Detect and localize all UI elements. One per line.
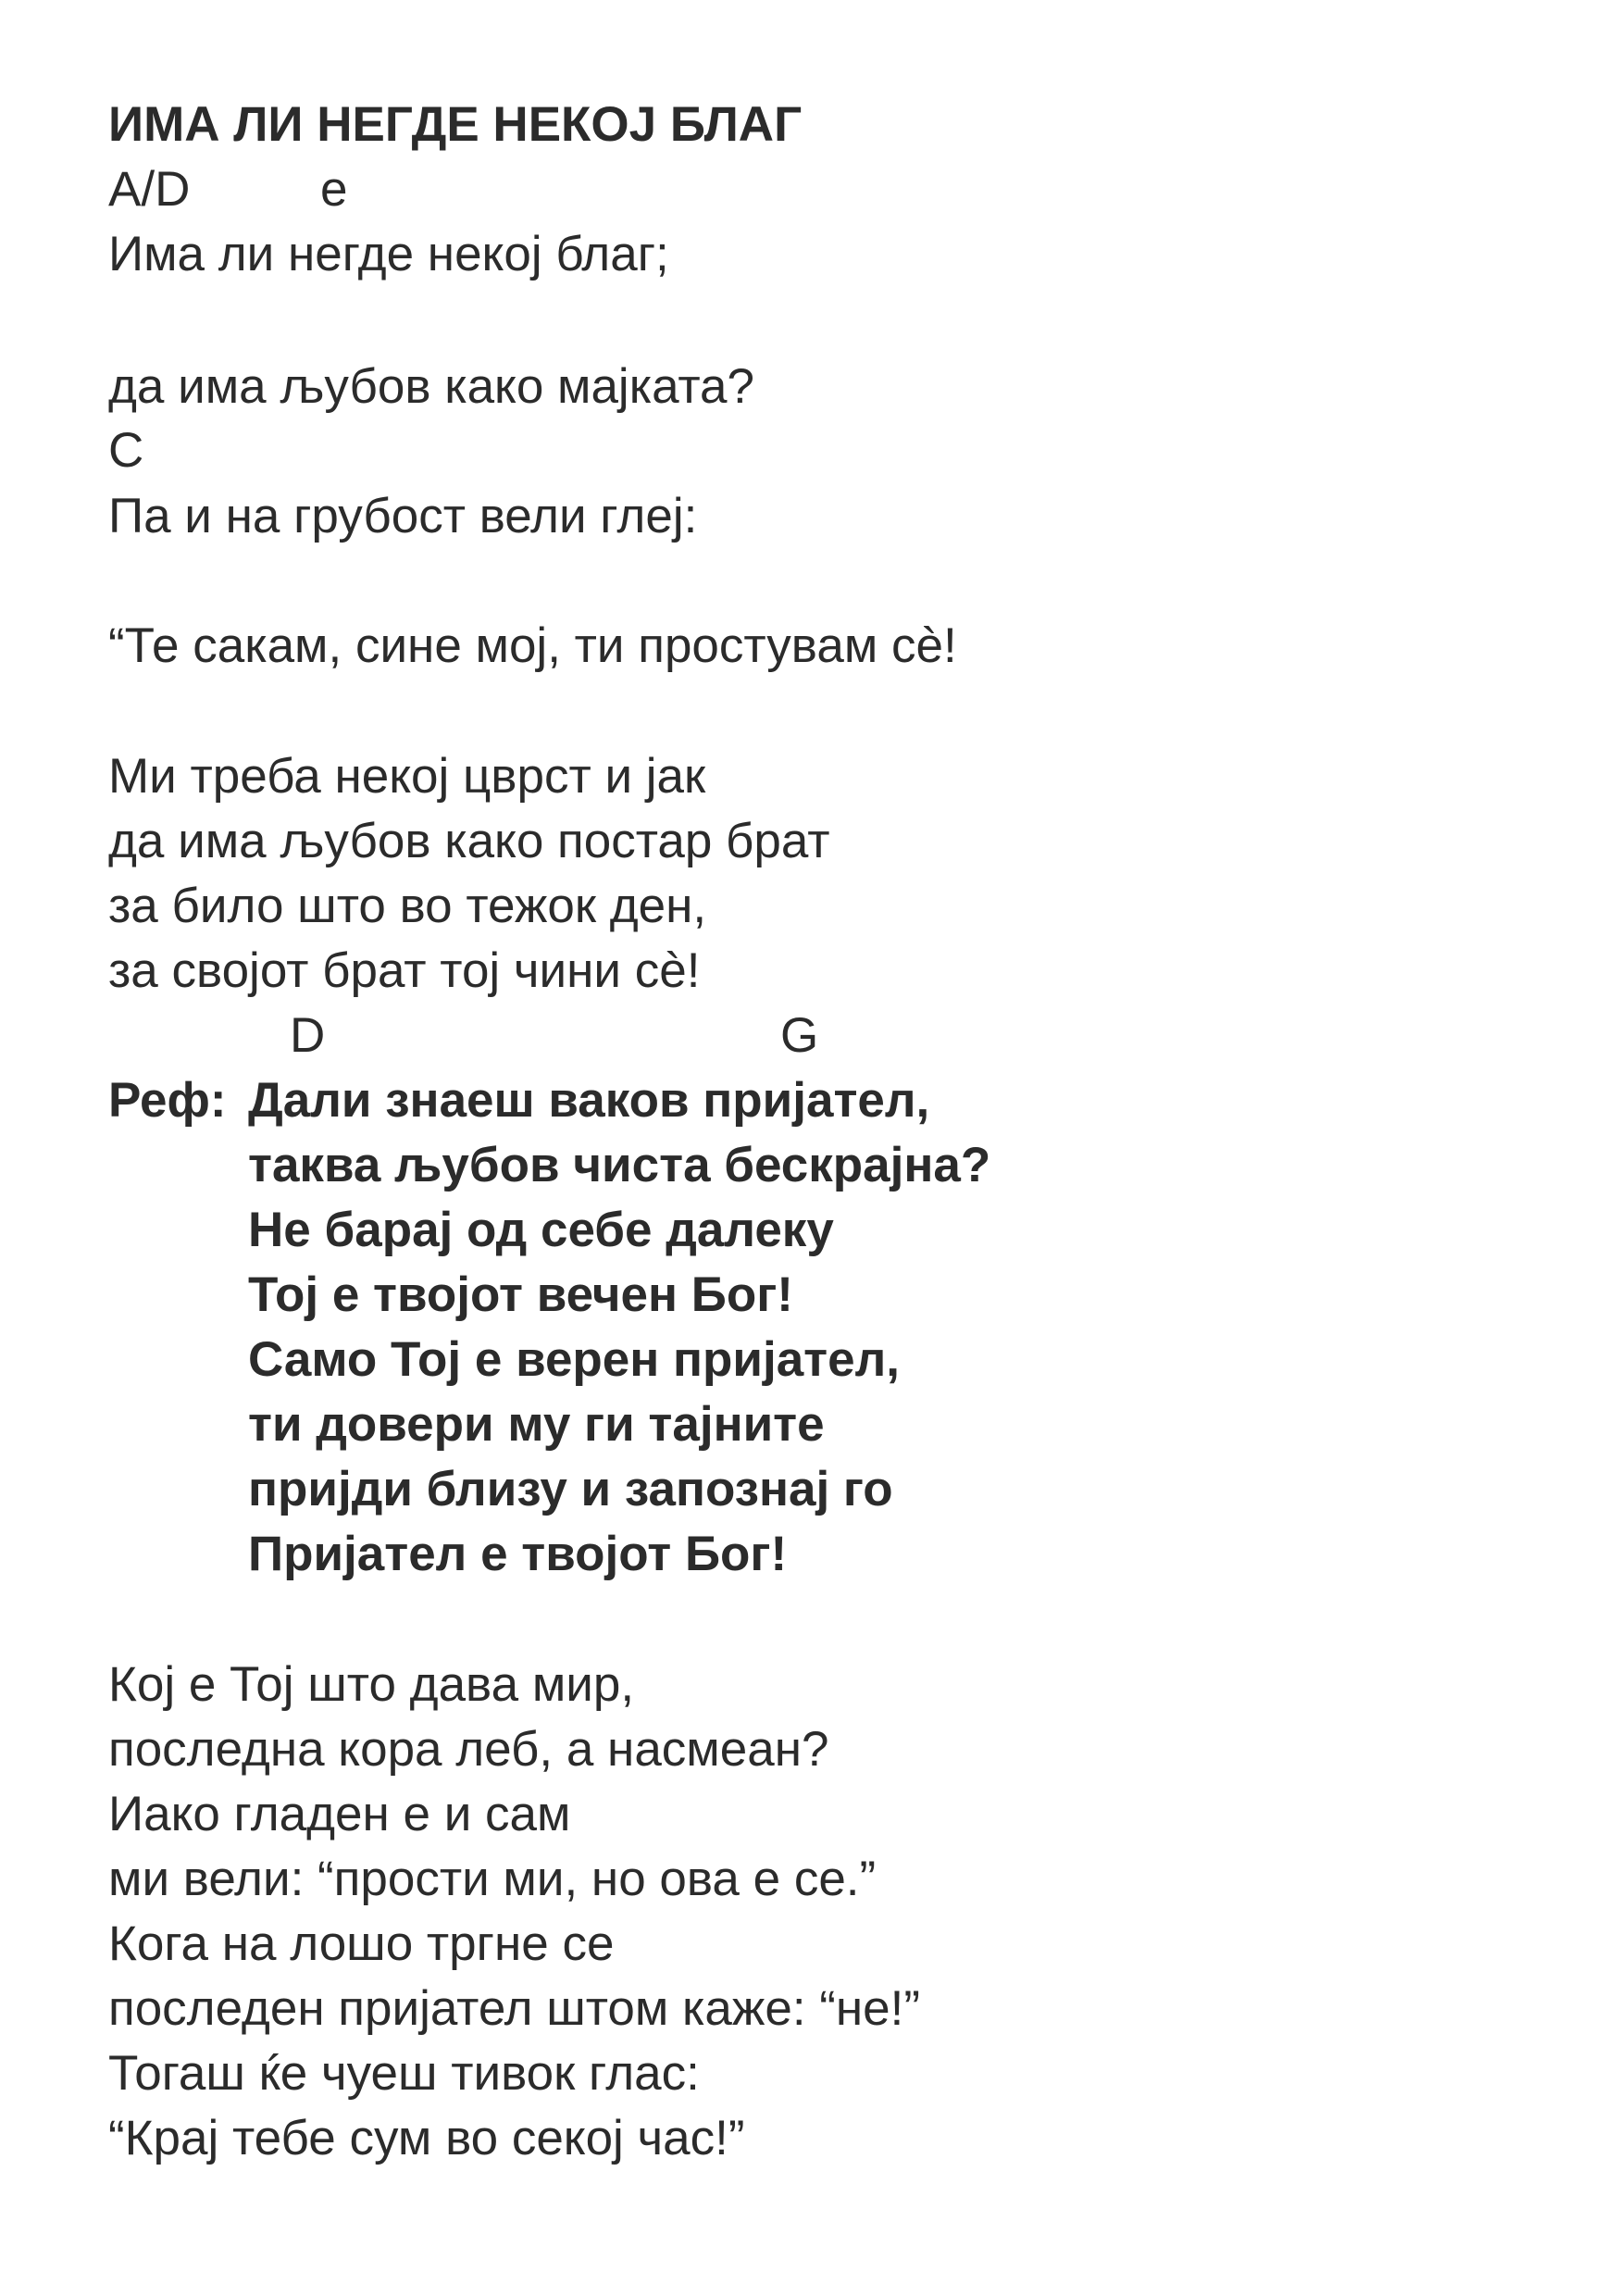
lyric-line: Па и на грубост вели глеј:	[108, 489, 698, 543]
lyric-line: последен пријател штом каже: “не!”	[108, 1981, 921, 2036]
refrain-line: пријди близу и запознај го	[248, 1462, 893, 1516]
lyric-line: Кој е Тој што дава мир,	[108, 1657, 635, 1712]
lyric-line: Тогаш ќе чуеш тивок глас:	[108, 2046, 700, 2101]
lyric-line: Иако гладен е и сам	[108, 1787, 571, 1841]
lyric-line: последна кора леб, а насмеан?	[108, 1722, 829, 1777]
refrain-line: Пријател е твојот Бог!	[248, 1527, 788, 1581]
chord-d: D	[290, 1008, 326, 1063]
song-title: ИМА ЛИ НЕГДЕ НЕКОЈ БЛАГ	[108, 97, 803, 152]
lyric-line: да има љубов како мајката?	[108, 359, 755, 414]
chord-g: G	[780, 1008, 819, 1063]
lyric-line: за било што во тежок ден,	[108, 879, 707, 933]
refrain-line: Тој е твојот вечен Бог!	[248, 1267, 793, 1322]
refrain-line: Само Тој е верен пријател,	[248, 1332, 901, 1387]
refrain-line: ти довери му ги тајните	[248, 1397, 825, 1452]
lyric-line: Кога на лошо тргне се	[108, 1916, 615, 1971]
lyric-line: Ми треба некој цврст и јак	[108, 749, 706, 804]
lyric-line: ми вели: “прости ми, но ова е се.”	[108, 1852, 877, 1906]
lyric-line: Има ли негде некој благ;	[108, 227, 669, 281]
refrain-line: таква љубов чиста бескрајна?	[248, 1138, 991, 1192]
lyric-line: “Крај тебе сум во секој час!”	[108, 2111, 745, 2165]
lyric-line: за својот брат тој чини сè!	[108, 943, 701, 998]
refrain-label: Реф:	[108, 1073, 227, 1128]
chord-c: C	[108, 423, 144, 478]
chord-a-d: A/D	[108, 162, 191, 217]
refrain-line: Дали знаеш ваков пријател,	[248, 1073, 930, 1128]
lyric-line: “Те сакам, сине мој, ти простувам сè!	[108, 618, 957, 673]
refrain-line: Не барај од себе далеку	[248, 1203, 834, 1257]
chord-e: e	[320, 162, 348, 217]
lyric-line: да има љубов како постар брат	[108, 814, 830, 868]
